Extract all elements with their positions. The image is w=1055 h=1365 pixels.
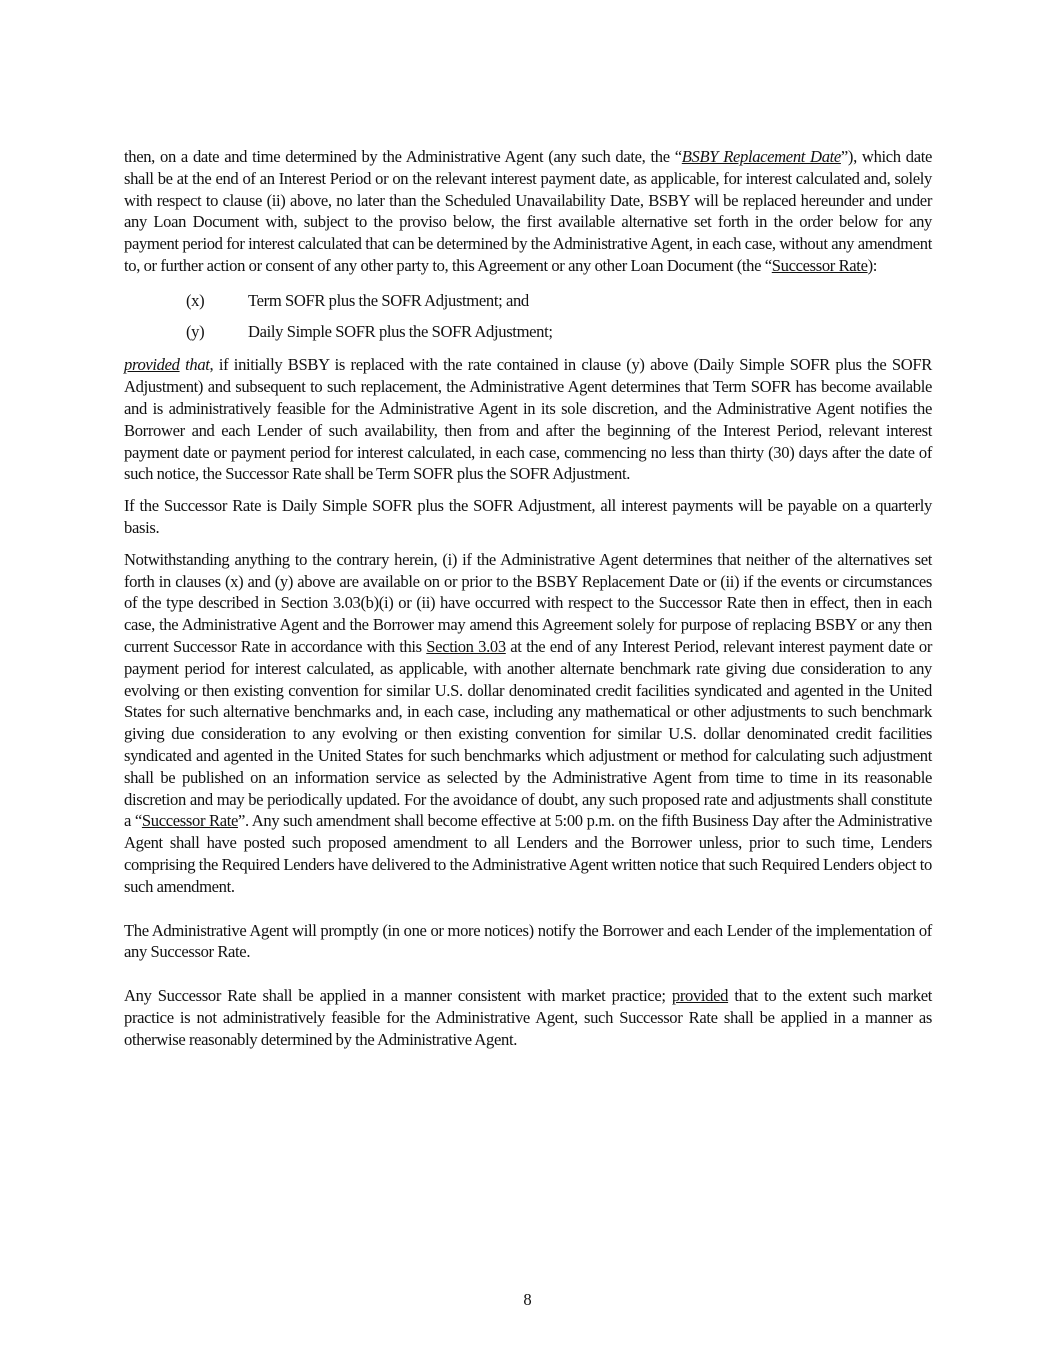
text: Any Successor Rate shall be applied in a manner consistent with market practice; [124,986,672,1006]
text: ”), which date shall be at the end of an Interest Period or on the relevant interest payment date, as applicable, for interest calculated and, solely with respect to clause (ii) above, no later than the Scheduled Unavailability Date, BSBY will be replaced hereunder and under any Loan Document with, subject to the proviso below, the first available alternative set forth in the order below for any payment period for interest calculated that can be determined by the Administrative Agent, in each case, without any amendment to, or further action or consent of any other party to, this Agreement or any other Loan Document (the “ [124,147,933,275]
page-number: 8 [523,1290,532,1309]
defined-term-successor-rate: Successor Rate [771,255,868,275]
defined-term-successor-rate: Successor Rate [141,811,238,831]
that-term: that [185,355,210,375]
text: , if initially BSBY is replaced with the rate contained in clause (y) above (Daily Simple SOFR plus the SOFR Adjustment) and subsequent to such replacement, the Administrative Agent determines that Term SOFR has become available and is administratively feasible for the Administrative Agent in its sole discretion, and the Administrative Agent notifies the Borrower and each Lender of such availability, then from and after the beginning of the Interest Period, relevant interest payment date or payment period for interest calculated, in each case, commencing no less than thirty (30) days after the date of such notice, the Successor Rate shall be Term SOFR plus the SOFR Adjustment. [124,355,932,484]
list-item-label: (y) [186,321,205,341]
document-page [124,146,932,1050]
defined-term-bsby-replacement-date: BSBY Replacement Date [681,147,841,166]
paragraph-notification: The Administrative Agent will promptly (in one or more notices) notify the Borrower and each Lender of the implementation of any Successor Rate. [124,920,932,962]
text: then, on a date and time determined by the Administrative Agent (any such date, the “ [124,147,682,166]
list-item-x [186,290,932,312]
text: ): [867,255,878,275]
paragraph-bsby-replacement [124,146,932,277]
text: at the end of any Interest Period, relevant interest payment date or payment period for interest calculated, as applicable, with another alternate benchmark rate giving due consideration to any evolving or then existing convention for similar U.S. dollar denominated credit facilities syndicated and agented in the United States for such alternative benchmarks and, in each case, including any mathematical or other adjustments to such benchmark giving due consideration to any evolving or then existing convention for similar U.S. dollar denominated credit facilities syndicated and agented in the United States for such benchmarks which adjustment or method for calculating such adjustment shall be published on an information service as selected by the Administrative Agent from time to time in its reasonable discretion and may be periodically updated. For the avoidance of doubt, any such proposed rate and adjustments shall constitute a “ [124,636,933,831]
paragraph-market-practice [124,985,932,1050]
section-reference: Section 3.03 [426,636,506,656]
paragraph-proviso [124,354,932,485]
text: ”. Any such amendment shall become effective at 5:00 p.m. on the fifth Business Day after the Administrative Agent shall have posted such proposed amendment to all Lenders and the Borrower unless, prior to such time, Lenders comprising the Required Lenders have delivered to the Administrative Agent written notice that such Required Lenders object to such amendment. [124,811,932,896]
paragraph-quarterly-payments: If the Successor Rate is Daily Simple SOFR plus the SOFR Adjustment, all interest payments will be payable on a quarterly basis. [124,496,932,537]
list-item-text: Daily Simple SOFR plus the SOFR Adjustment; [248,321,553,341]
list-item-text: Term SOFR plus the SOFR Adjustment; and [248,290,529,310]
list-item-label: (x) [186,290,205,310]
paragraph-notwithstanding [124,549,932,898]
text: Notwithstanding anything to the contrary herein, (i) if the Administrative Agent determines that neither of the alternatives set forth in clauses (x) and (y) above are available on or prior to the BSBY Replacement Date or (ii) if the events or circumstances of the type described in Section 3.03(b)(i) or (ii) have occurred with respect to the Successor Rate then in effect, then in each case, the Administrative Agent and the Borrower may amend this Agreement solely for purpose of replacing BSBY or any then current Successor Rate in accordance with this [124,549,932,656]
list-item-y [186,321,932,343]
text: that to the extent such market practice is not administratively feasible for the Administrative Agent, such Successor Rate shall be applied in a manner as otherwise reasonably determined by the Administrative Agent. [124,986,932,1049]
provided-term: provided [124,355,180,375]
provided-term: provided [671,986,729,1006]
